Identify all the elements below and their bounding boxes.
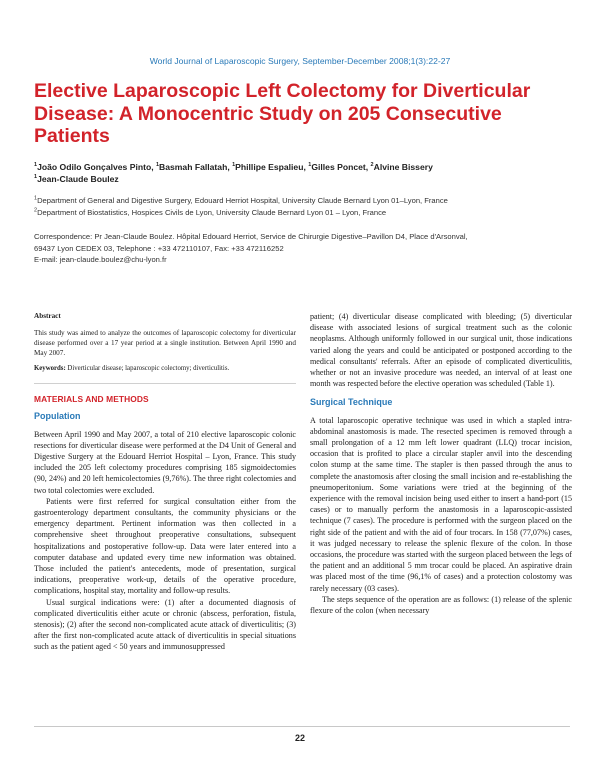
subsection-title-surgical-technique: Surgical Technique (310, 397, 393, 408)
abstract-heading: Abstract (34, 312, 61, 320)
page-number: 22 (294, 733, 305, 743)
author: $^1$Phillipe Espalieu, (232, 162, 306, 172)
abstract-divider (34, 383, 296, 384)
paragraph: Usual surgical indications were: (1) after a documented diagnosis of complicated diverticulitis either acute or chronic (abscess, perforation, fistula, stenosis); (2) after the second non-complicated acute attack of diverticulitis; (3) after the first non-complicated acute attack of diverticulitis in special situations such as the patient aged < 50 years and immunosuppressed (34, 597, 296, 652)
correspondence-email: E-mail: jean-claude.boulez@chu-lyon.fr (34, 255, 167, 264)
paragraph: Patients were first referred for surgical consultation either from the gastroenterology department consultants, the community physicians or the emergency department. Pertinent information was then collected in a comprehensive sheet throughout preoperative consultations, subsequent hospitalizations and postoperative follow-up. Data were later entered into a computer database and updated every time new information was obtained. Those included the patient's antecedents, mode of presentation, surgical indications, preoperative work-up, details of the operative procedure, complications, hospital stay, mortality and follow-up results. (34, 496, 296, 596)
affiliations (34, 195, 570, 218)
subsection-title-population: Population (34, 411, 81, 422)
paragraph: Between April 1990 and May 2007, a total of 210 elective laparoscopic colonic resections for diverticular disease were performed at the D4 Unit of General and Digestive Surgery at the Edouard Herriot Hospital – Lyon, France. This study included the 205 left colectomy procedures comprising 185 sigmoidectomies (90, 24%) and 20 left hemicolectomies (9,76%). The three right colectomies and two total colectomies were excluded. (34, 429, 296, 495)
journal-citation: World Journal of Laparoscopic Surgery, September-December 2008;1(3):22-27 (149, 56, 451, 66)
correspondence-address: Correspondence: Pr Jean-Claude Boulez. Hôpital Edouard Herriot, Service de Chirurgie Digestive–Pavillon D4, Place d'Arsonval, (34, 232, 468, 241)
paragraph: The steps sequence of the operation are as follows: (1) release of the splenic flexure of the colon (when necessary (310, 594, 572, 616)
article-title: Elective Laparoscopic Left Colectomy for Diverticular Disease: A Monocentric Study on 205 Consecutive Patients (34, 80, 531, 147)
paragraph: A total laparoscopic operative technique was used in which a stapled intra-abdominal anastomosis is made. The resected specimen is removed through a small prolongation of a 12 mm left lower quadrant (LLQ) trocar incision, occasion that is profited to place a circular stapler anvil into the descending colon stump at the same time. The stapler is then passed through the anus to complete the anastomosis after closing the small incision and re-establishing the pneumoperitonium. Some variations were tried at the beginning of the experience with the removal incision being used either to insert a hand-port (15 cases) or to manually perform the anastomosis in a laparoscopic-assisted technique (7 cases). The procedure is performed with the surgeon placed on the right side of the patient and with the aid of four trocars. In 158 (77,07%) cases, it was judged necessary to release the splenic flexure of the colon. In those occasions, the procedure was started with the surgeon placed between the legs of the patient and an additional 5 mm trocar could be placed. An aspirative drain was placed most of the time (96,1% of cases) and a protection colostomy was rarely necessary (03 cases). (310, 415, 572, 593)
abstract-body: This study was aimed to analyze the outcomes of laparoscopic colectomy for diverticular disease performed over a 17 year period at a single institution. Between April 1990 and May 2007. (34, 329, 296, 358)
correspondence-phone: 69437 Lyon CEDEX 03, Telephone : +33 472110107, Fax: +33 472116252 (34, 243, 284, 253)
author: $^1$João Odilo Gonçalves Pinto, (34, 162, 154, 172)
correspondence (34, 231, 570, 266)
affiliation: $^2$Department of Biostatistics, Hospices Civils de Lyon, University Claude Bernard Lyon 01 – Lyon, France (34, 206, 387, 217)
author: $^1$Jean-Claude Boulez (34, 173, 119, 184)
affiliation: $^1$Department of General and Digestive Surgery, Edouard Herriot Hospital, University Claude Bernard Lyon 01–Lyon, France (34, 195, 448, 205)
author: $^1$Basmah Fallatah, (155, 162, 230, 172)
footer-divider (34, 726, 570, 727)
right-column (310, 311, 572, 616)
author: $^2$Alvine Bissery (370, 162, 433, 172)
keywords: Keywords: Diverticular disease; laparoscopic colectomy; diverticulitis. (34, 365, 230, 373)
left-column (34, 311, 296, 653)
paragraph: patient; (4) diverticular disease complicated with bleeding; (5) diverticular disease with associated lesions of surgical treatment such as the colonic neoplasms. Although uniformly followed in our surgical unit, those indications varied along the years and could be anticipated or postponed according to the medical consultants' referrals. After an episode of complicated diverticulitis, whether or not an invasive procedure was needed, an interval of at least one month was respected before the elective operation was scheduled (Table 1). (310, 312, 572, 389)
section-title-materials-methods: MATERIALS AND METHODS (34, 394, 149, 405)
author: $^1$Gilles Poncet, (308, 162, 369, 172)
author-list (34, 162, 570, 185)
